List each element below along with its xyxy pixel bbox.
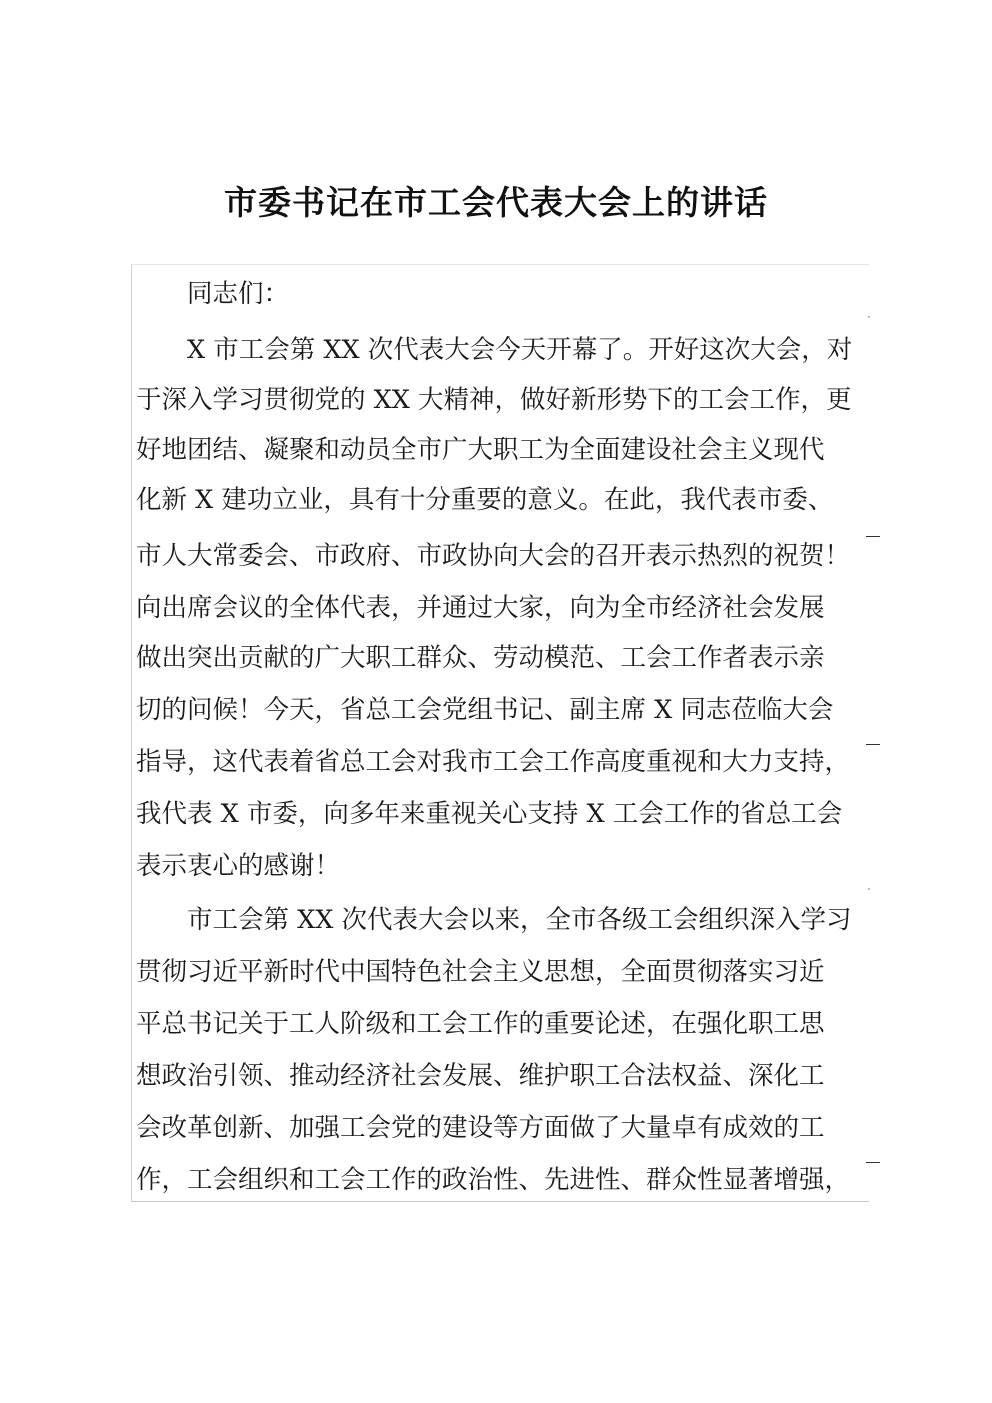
margin-dot — [868, 888, 870, 890]
paragraph-2-line-2: 贯彻习近平新时代中国特色社会主义思想，全面贯彻落实习近 — [136, 957, 825, 987]
paragraph-1-line-5: 市人大常委会、市政府、市政协向大会的召开表示热烈的祝贺！ — [136, 541, 851, 571]
margin-dot — [868, 316, 870, 318]
paragraph-2-line-4: 想政治引领、推动经济社会发展、维护职工合法权益、深化工 — [136, 1061, 825, 1091]
paragraph-1-line-2: 于深入学习贯彻党的 XX 大精神，做好新形势下的工会工作，更 — [136, 385, 852, 415]
document-title: 市委书记在市工会代表大会上的讲话 — [224, 183, 768, 222]
paragraph-1-line-7: 做出突出贡献的广大职工群众、劳动模范、工会工作者表示亲 — [136, 643, 825, 673]
paragraph-2-line-1: 市工会第 XX 次代表大会以来，全市各级工会组织深入学习 — [187, 905, 852, 935]
line-break-mark — [866, 1162, 880, 1163]
paragraph-2-line-6: 作，工会组织和工会工作的政治性、先进性、群众性显著增强， — [136, 1165, 851, 1195]
paragraph-1-line-4: 化新 X 建功立业，具有十分重要的意义。在此，我代表市委、 — [136, 485, 834, 515]
paragraph-1-line-8: 切的问候！今天，省总工会党组书记、副主席 X 同志莅临大会 — [136, 695, 834, 725]
paragraph-1-line-10: 我代表 X 市委，向多年来重视关心支持 X 工会工作的省总工会 — [136, 799, 843, 829]
salutation: 同志们： — [187, 279, 290, 309]
paragraph-2-line-5: 会改革创新、加强工会党的建设等方面做了大量卓有成效的工 — [136, 1113, 825, 1143]
paragraph-1-line-6: 向出席会议的全体代表，并通过大家，向为全市经济社会发展 — [136, 593, 825, 623]
paragraph-1-line-3: 好地团结、凝聚和动员全市广大职工为全面建设社会主义现代 — [136, 435, 825, 465]
paragraph-1-line-9: 指导，这代表着省总工会对我市工会工作高度重视和大力支持， — [136, 747, 851, 777]
paragraph-1-line-1: X 市工会第 XX 次代表大会今天开幕了。开好这次大会，对 — [187, 335, 853, 365]
paragraph-1-line-11: 表示衷心的感谢！ — [136, 851, 341, 881]
line-break-mark — [866, 536, 880, 537]
paragraph-2-line-3: 平总书记关于工人阶级和工会工作的重要论述，在强化职工思 — [136, 1009, 825, 1039]
line-break-mark — [866, 744, 880, 745]
